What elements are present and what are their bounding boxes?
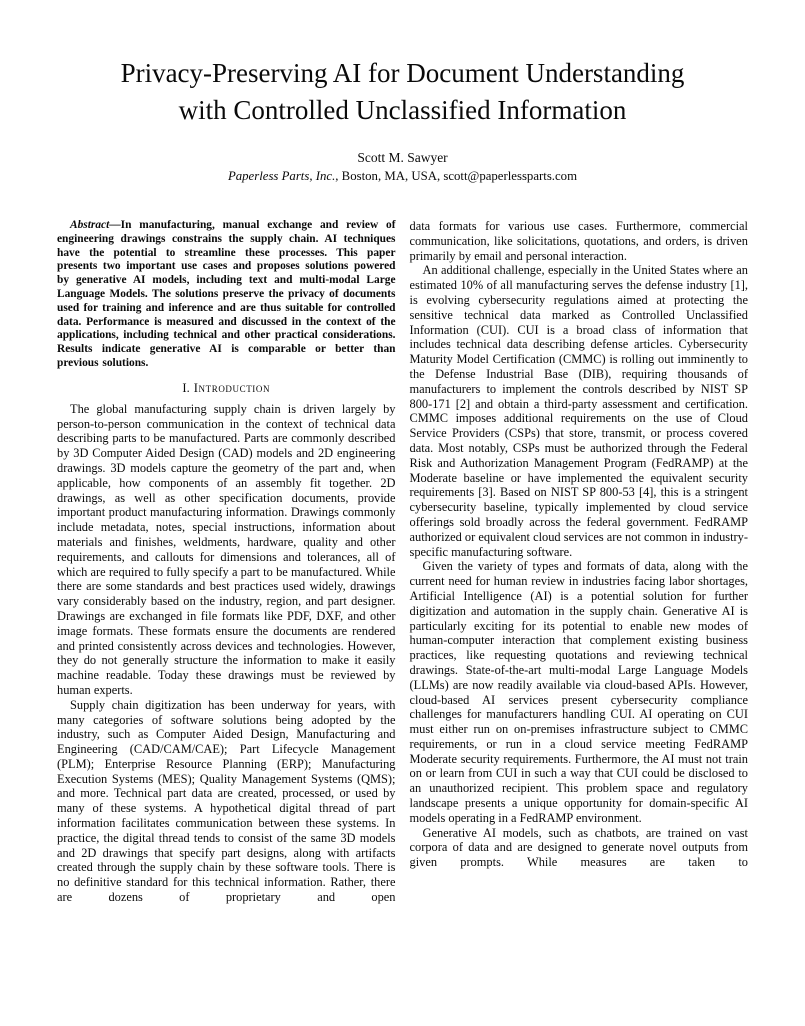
- paragraph-intro-4: Given the variety of types and formats of data, along with the current need for human review in industries facing labor shortages, Artificial Intelligence (AI) is a potential solution for further digitization and automation in the supply chain. Generative AI is particularly exciting for its potential to enable new modes of human-computer interaction that complement existing business practices, like requesting quotations and reviewing technical drawings. State-of-the-art multi-modal Large Language Models (LLMs) are now readily available via cloud-based APIs. However, cloud-based AI services present cybersecurity compliance challenges for manufacturers handling CUI. AI operating on CUI must either run on on-premises infrastructure subject to CMMC requirements, or run in a cloud service meeting FedRAMP Moderate security requirements. Furthermore, the AI must not train on or learn from CUI in such a way that CUI could be disclosed to an unauthorized recipient. This problem space and regulatory landscape presents a unique opportunity for domain-specific AI models operating in a FedRAMP environment.: [409, 559, 748, 825]
- left-column: [57, 219, 396, 905]
- paper-header: [0, 0, 805, 183]
- paragraph-intro-2-continued: data formats for various use cases. Furthermore, commercial communication, like solicitations, quotations, and orders, is driven primarily by email and personal interaction.: [409, 219, 748, 263]
- affiliation-organization: Paperless Parts, Inc.: [227, 169, 336, 183]
- paragraph-intro-3: An additional challenge, especially in the United States where an estimated 10% of all manufacturing serves the defense industry [1], is evolving cybersecurity regulations aimed at protecting the sensitive technical data marked as Controlled Unclassified Information (CUI). CUI is a broad class of information that includes technical data describing defense articles. Cybersecurity Maturity Model Certification (CMMC) is rolling out imminently to the Defense Industrial Base (DIB), requiring thousands of manufacturers to implement the controls described by NIST SP 800-171 [2] and obtain a third-party assessment and certification. CMMC imposes additional requirements on the use of Cloud Service Providers (CSPs) that store, transmit, or process covered data. Most notably, CSPs must be authorized through the Federal Risk and Authorization Management Program (FedRAMP) at the Moderate baseline or have implemented the equivalent security requirements [3]. Based on NIST SP 800-53 [4], this is a stringent cybersecurity baseline, typically implemented by cloud service offerings sold broadly across the federal government. FedRAMP authorized or equivalent cloud services are not common in industry-specific manufacturing software.: [409, 263, 748, 559]
- paragraph-intro-5: Generative AI models, such as chatbots, are trained on vast corpora of data and are designed to generate novel outputs from given prompts. While measures are taken to: [409, 825, 748, 870]
- affiliation-location-email: , Boston, MA, USA, scott@paperlessparts.com: [335, 169, 578, 183]
- two-column-body: [0, 219, 805, 905]
- paragraph-intro-2: Supply chain digitization has been underway for years, with many categories of software solutions being adopted by the industry, such as Computer Aided Design, Manufacturing and Engineering (CAD/CAM/CAE); Part Lifecycle Management (PLM); Enterprise Resource Planning (ERP); Manufacturing Execution Systems (MES); Quality Management Systems (QMS); and more. Technical part data are created, processed, or used by many of these systems. A hypothetical digital thread of part information facilitates communication between these systems. In practice, the digital thread tends to consist of the same 3D models and 2D drawings that specify part designs, along with artifacts created through the supply chain by these software tools. There is no definitive standard for this technical information. Rather, there are dozens of proprietary and open: [57, 697, 396, 905]
- section-number: I.: [182, 380, 190, 395]
- section-heading-introduction: [57, 381, 396, 396]
- section-title: Introduction: [193, 380, 271, 395]
- paragraph-intro-1: The global manufacturing supply chain is driven largely by person-to-person communication in the context of technical data describing parts to be manufactured. Parts are commonly described by 3D Computer Aided Design (CAD) models and 2D engineering drawings. 3D models capture the geometry of the part and, when applicable, how components of an assembly fit together. 2D drawings, as well as other specification documents, provide important product manufacturing information. Drawings commonly include metadata, notes, special instructions, information about materials and finishes, weldments, hardware, quality and other requirements, and callouts for dimensions and tolerances, all of which are required to fully specify a part to be manufactured. While there are some standards and best practices used widely, drawings vary considerably based on the industry, region, and part designer. Drawings are exchanged in file formats like PDF, DXF, and other image formats. These formats ensure the documents are rendered and printed consistently across devices and technologies. However, they do not generally structure the information to make it easily machine readable. Today these drawings must be reviewed by human experts.: [57, 401, 396, 697]
- author-affiliation: [0, 169, 805, 183]
- paper-title-line-1: Privacy-Preserving AI for Document Understanding: [120, 58, 685, 88]
- abstract-text: —In manufacturing, manual exchange and review of engineering drawings constrains the supply chain. AI techniques have the potential to streamline these processes. This paper presents two important use cases and proposes solutions powered by generative AI models, including text and multi-modal Large Language Models. The solutions preserve the privacy of documents used for training and inference and are thus suitable for controlled data. Performance is measured and discussed in the context of the applications, including technical and other practical considerations. Results indicate generative AI is comparable or better than previous solutions.: [57, 219, 396, 369]
- abstract: [57, 219, 396, 371]
- author-name: Scott M. Sawyer: [357, 150, 448, 165]
- abstract-label: Abstract: [70, 219, 110, 231]
- paper-title: [0, 55, 805, 129]
- paper-title-line-2: with Controlled Unclassified Information: [178, 95, 627, 125]
- right-column: [410, 219, 749, 905]
